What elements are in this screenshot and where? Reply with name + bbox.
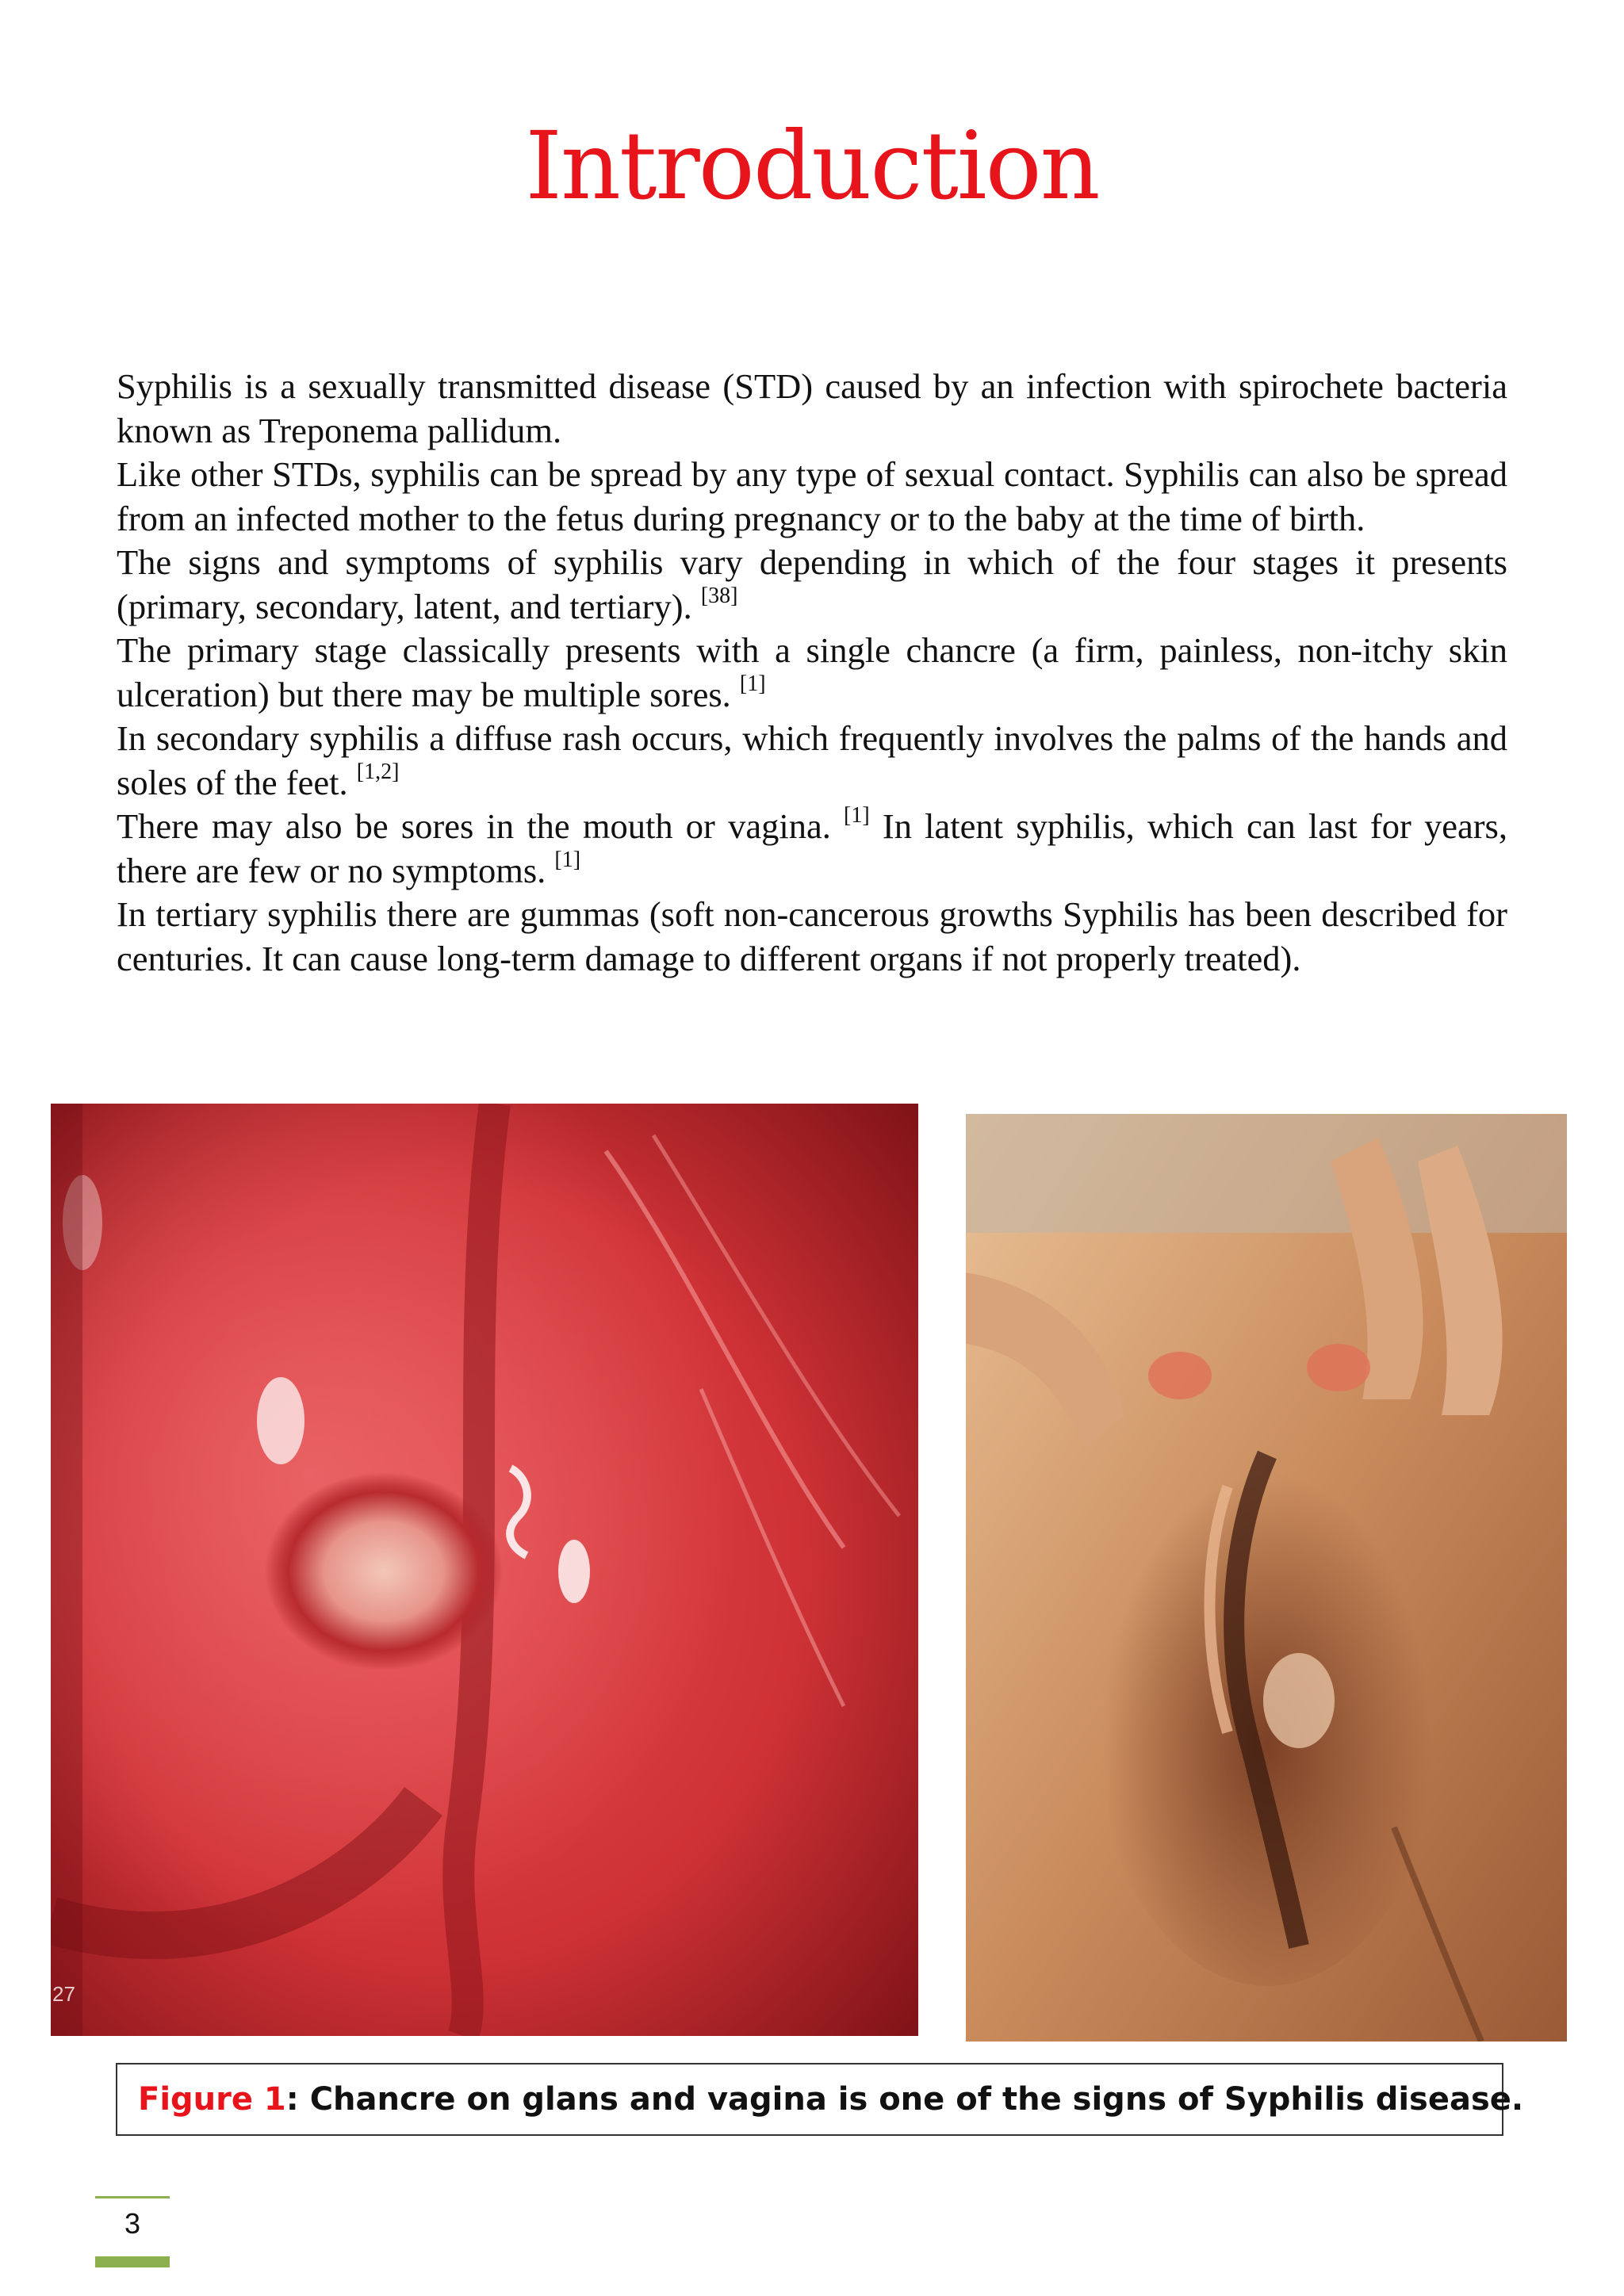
page-number-rule-top bbox=[95, 2196, 170, 2198]
figure-photo-left bbox=[51, 1104, 918, 2036]
paragraph-3 bbox=[117, 541, 1507, 629]
page-number-block bbox=[95, 2196, 170, 2266]
figure-photo-right bbox=[966, 1114, 1567, 2042]
citation-ref: [1] bbox=[554, 847, 581, 872]
figure-caption bbox=[116, 2063, 1524, 2136]
citation-ref: [38] bbox=[700, 583, 738, 608]
paragraph-1 bbox=[117, 365, 1507, 453]
paragraph-7 bbox=[117, 893, 1507, 981]
page-title: Introduction bbox=[525, 111, 1099, 220]
figure-label: Figure 1 bbox=[138, 2081, 286, 2118]
paragraph-4 bbox=[117, 629, 1507, 717]
page-number: 3 bbox=[124, 2207, 141, 2240]
paragraph-6 bbox=[117, 805, 1507, 893]
clinical-photo-right bbox=[966, 1114, 1567, 2042]
clinical-photo-left bbox=[51, 1104, 918, 2036]
paragraph-text: In tertiary syphilis there are gummas (soft non-cancerous growths Syphilis has been described for centuries. It can cause long-term damage to different organs if not properly treated). bbox=[117, 894, 1507, 978]
paragraph-2 bbox=[117, 453, 1507, 541]
paragraph-text: The primary stage classically presents with a single chancre (a firm, painless, non-itchy skin ulceration) but there may be multiple sores. bbox=[117, 630, 1507, 714]
paragraph-text: In latent syphilis, which can last for years, there are few or no symptoms. bbox=[117, 806, 1508, 890]
paragraph-text: Like other STDs, syphilis can be spread by any type of sexual contact. Syphilis can also be spread from an infected mother to the fetus during pregnancy or to the baby at the time of birth. bbox=[117, 454, 1507, 538]
citation-ref: [1] bbox=[739, 671, 766, 696]
figure-caption-text: : Chancre on glans and vagina is one of the signs of Syphilis disease. bbox=[285, 2081, 1524, 2118]
citation-ref: [1] bbox=[844, 803, 870, 828]
paragraph-text: Syphilis is a sexually transmitted disease (STD) caused by an infection with spirochete bacteria known as Treponema pallidum. bbox=[117, 366, 1507, 450]
body-text bbox=[117, 365, 1507, 981]
page-number-rule-bottom bbox=[95, 2256, 170, 2267]
paragraph-5 bbox=[117, 717, 1507, 805]
paragraph-text: In secondary syphilis a diffuse rash occurs, which frequently involves the palms of the hands and soles of the feet. bbox=[117, 718, 1507, 802]
citation-ref: [1,2] bbox=[356, 759, 400, 784]
photo-corner-mark: 27 bbox=[52, 1982, 75, 2006]
paragraph-text: The signs and symptoms of syphilis vary depending in which of the four stages it presents (primary, secondary, latent, and tertiary). bbox=[117, 542, 1507, 626]
paragraph-text: There may also be sores in the mouth or vagina. bbox=[117, 806, 831, 846]
